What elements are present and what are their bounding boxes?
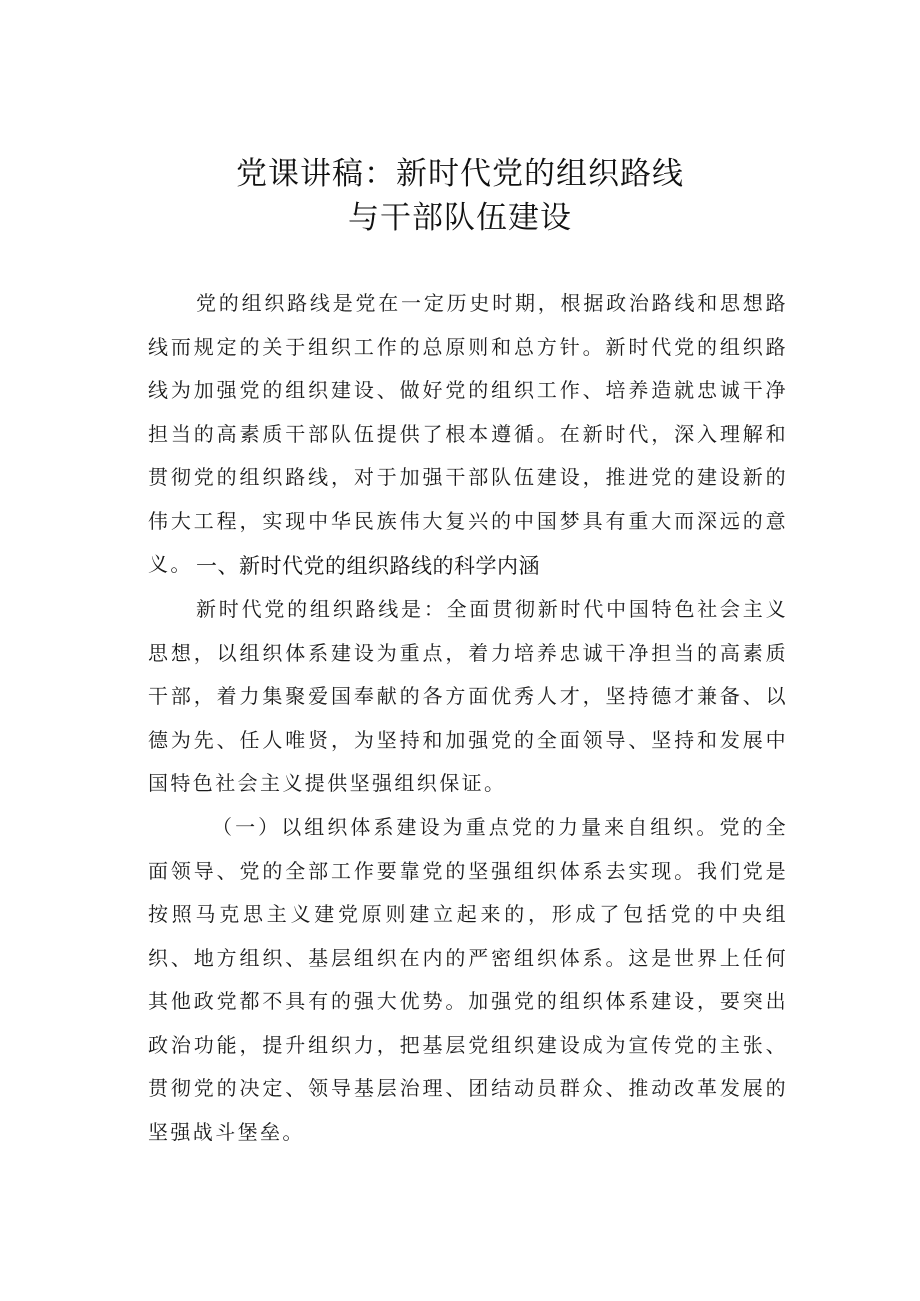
document-title-line-1: 党课讲稿：新时代党的组织路线 (236, 156, 684, 192)
section-1-paragraph: 新时代党的组织路线是：全面贯彻新时代中国特色社会主义思想，以组织体系建设为重点，着力培养忠诚干净担当的高素质干部，着力集聚爱国奉献的各方面优秀人才，坚持德才兼备、以德为先、任人唯贤，为坚持和加强党的全面领导、坚持和发展中国特色社会主义提供坚强组织保证。 (148, 597, 788, 795)
subsection-1-paragraph: （一）以组织体系建设为重点党的力量来自组织。党的全面领导、党的全部工作要靠党的坚强组织体系去实现。我们党是按照马克思主义建党原则建立起来的，形成了包括党的中央组织、地方组织、基层组织在内的严密组织体系。这是世界上任何其他政党都不具有的强大优势。加强党的组织体系建设，要突出政治功能，提升组织力，把基层党组织建设成为宣传党的主张、贯彻党的决定、领导基层治理、团结动员群众、推动改革发展的坚强战斗堡垒。 (148, 815, 788, 1144)
section-heading-1: 一、新时代党的组织路线的科学内涵 (196, 554, 540, 578)
document-title-line-2: 与干部队伍建设 (348, 200, 572, 236)
intro-paragraph: 党的组织路线是党在一定历史时期，根据政治路线和思想路线而规定的关于组织工作的总原则和总方针。新时代党的组织路线为加强党的组织建设、做好党的组织工作、培养造就忠诚干净担当的高素质干部队伍提供了根本遵循。在新时代，深入理解和贯彻党的组织路线，对于加强干部队伍建设，推进党的建设新的伟大工程，实现中华民族伟大复兴的中国梦具有重大而深远的意义。 (148, 291, 788, 576)
